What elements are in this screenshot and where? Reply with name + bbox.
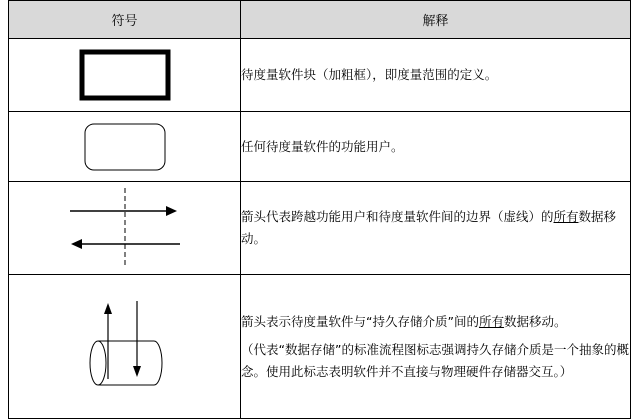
row4-text-a: 箭头表示待度量软件与“持久存储介质”间的 bbox=[241, 313, 479, 329]
row4-underlined: 所有 bbox=[478, 313, 504, 329]
table-header-row bbox=[9, 1, 631, 39]
row4-note: （代表“数据存储”的标准流程图标志强调持久存储介质是一个抽象的概念。使用此标志表明软件并不直接与物理硬件存储器交互。） bbox=[241, 341, 629, 379]
header-symbol: 符号 bbox=[9, 1, 241, 39]
row4-main bbox=[241, 311, 630, 333]
symbol-cell bbox=[9, 275, 241, 419]
explanation-cell bbox=[241, 39, 631, 112]
persistent-storage-icon bbox=[80, 297, 170, 397]
explanation-cell bbox=[241, 112, 631, 182]
table-row bbox=[9, 182, 631, 275]
row1-text: 待度量软件块（加粗框），即度量范围的定义。 bbox=[241, 67, 498, 82]
table-row bbox=[9, 275, 631, 419]
symbol-cell bbox=[9, 39, 241, 112]
explanation-cell bbox=[241, 182, 631, 275]
row3-text-a: 箭头代表跨越功能用户和待度量软件间的边界（虚线）的 bbox=[241, 209, 554, 224]
row3-text-b: 数据移动。 bbox=[241, 209, 617, 246]
symbol-legend-table bbox=[8, 0, 631, 419]
table-row bbox=[9, 39, 631, 112]
explanation-cell bbox=[241, 275, 631, 419]
header-explanation: 解释 bbox=[241, 1, 631, 39]
symbol-cell bbox=[9, 182, 241, 275]
symbol-cell bbox=[9, 112, 241, 182]
boundary-arrows-icon bbox=[65, 186, 185, 270]
row3-underlined: 所有 bbox=[553, 209, 579, 224]
row4-text-b: 数据移动。 bbox=[503, 313, 567, 329]
table-row bbox=[9, 112, 631, 182]
rounded-rectangle-icon bbox=[83, 122, 167, 172]
row2-text: 任何待度量软件的功能用户。 bbox=[241, 138, 404, 154]
bold-rectangle-icon bbox=[79, 49, 171, 101]
